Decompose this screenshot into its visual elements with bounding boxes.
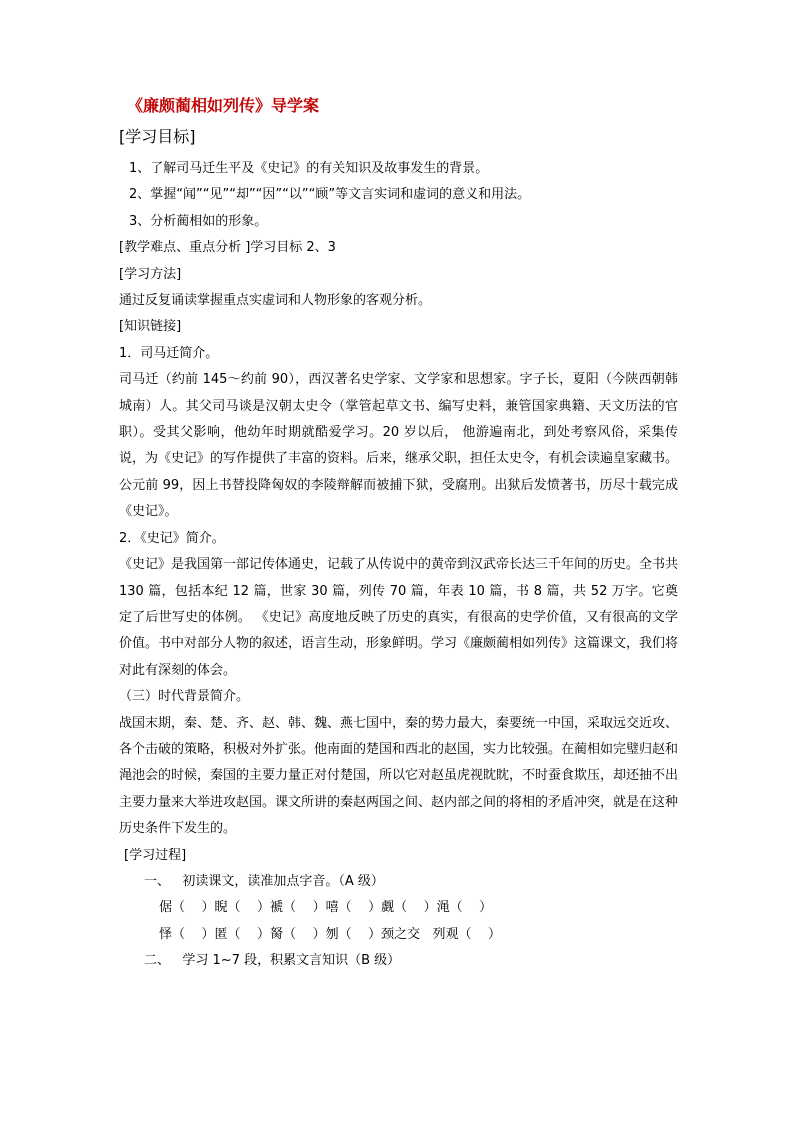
process-step-2: 二、 学习 1~7 段，积累文言知识（B 级） [144,953,401,969]
objective-item-3: 3、分析蔺相如的形象。 [129,213,268,229]
shiji-text: 《史记》是我国第一部记传体通史，记载了从传说中的黄帝到汉武帝长达三千年间的历史。全书共 130 篇，包括本纪 12 篇，世家 30 篇，列传 70 篇，年表 10 篇，书 8 篇，共 52 万字。它奠定了后世写史的体例。 《史记》高度地反映了历史的真实，有很高的史学价值，又有很高的文学价值。书中对部分人物的叙述，语言生动，形象鲜明。学习《廉颇蔺相如列传》这篇课文，我们将对此有深刻的体会。 [119,557,679,678]
pronunciation-row-2: 怿（ ）匿（ ）胬（ ）刎（ ）颈之交 列观（ ） [159,926,502,942]
process-step-1: 一、 初读课文，读准加点字音。（A 级） [144,873,384,889]
pronunciation-row-1: 倨（ ）睨（ ）褫（ ）嘻（ ）觑（ ）渑（ ） [159,900,493,916]
objective-item-2: 2、掌握“闻”“见”“却”“因”“以”“顾”等文言实词和虚词的意义和用法。 [129,187,531,203]
background-text: 战国末期，秦、楚、齐、赵、韩、魏、燕七国中，秦的势力最大，秦要统一中国，采取远交近攻、各个击破的策略，积极对外扩张。他南面的楚国和西北的赵国，实力比较强。在蔺相如完璧归赵和渑池会的时候，秦国的主要力量正对付楚国，所以它对赵虽虎视眈眈，不时蚕食欺压，却还抽不出主要力量来大举进攻赵国。课文所讲的秦赵两国之间、赵内部之间的将相的矛盾冲突，就是在这种历史条件下发生的。 [119,715,679,837]
method-heading: [学习方法] [119,266,182,282]
background-heading: （三）时代背景简介。 [119,689,250,705]
method-text: 通过反复诵读掌握重点实虚词和人物形象的客观分析。 [119,293,432,309]
biography-text: 司马迁（约前 145～约前 90），西汉著名史学家、文学家和思想家。字子长，夏阳（今陕西朝韩城南）人。其父司马谈是汉朝太史令（掌管起草文书、编写史料，兼管国家典籍、天文历法的官职）。受其父影响，他幼年时期就酷爱学习。20 岁以后， 他游遍南北，到处考察风俗，采集传说，为《史记》的写作提供了丰富的资料。后来，继承父职，担任太史令，有机会读遍皇家藏书。 公元前 99，因上书替投降匈奴的李陵辩解而被捕下狱，受腐刑。出狱后发愤著书，历尽十载完成《史记》。 [119,372,679,520]
key-points: [教学难点、重点分析 ]学习目标 2、3 [119,240,336,256]
biography-heading: 1．司马迁简介。 [119,345,219,361]
document-title: 《廉颇蔺相如列传》导学案 [127,96,320,115]
knowledge-heading: [知识链接] [119,319,182,335]
process-heading: [学习过程] [124,847,187,863]
objective-item-1: 1、了解司马迁生平及《史记》的有关知识及故事发生的背景。 [129,161,489,176]
shiji-heading: 2．《史记》简介。 [119,530,225,546]
objectives-heading: [学习目标] [119,127,196,146]
document-page [119,94,679,975]
